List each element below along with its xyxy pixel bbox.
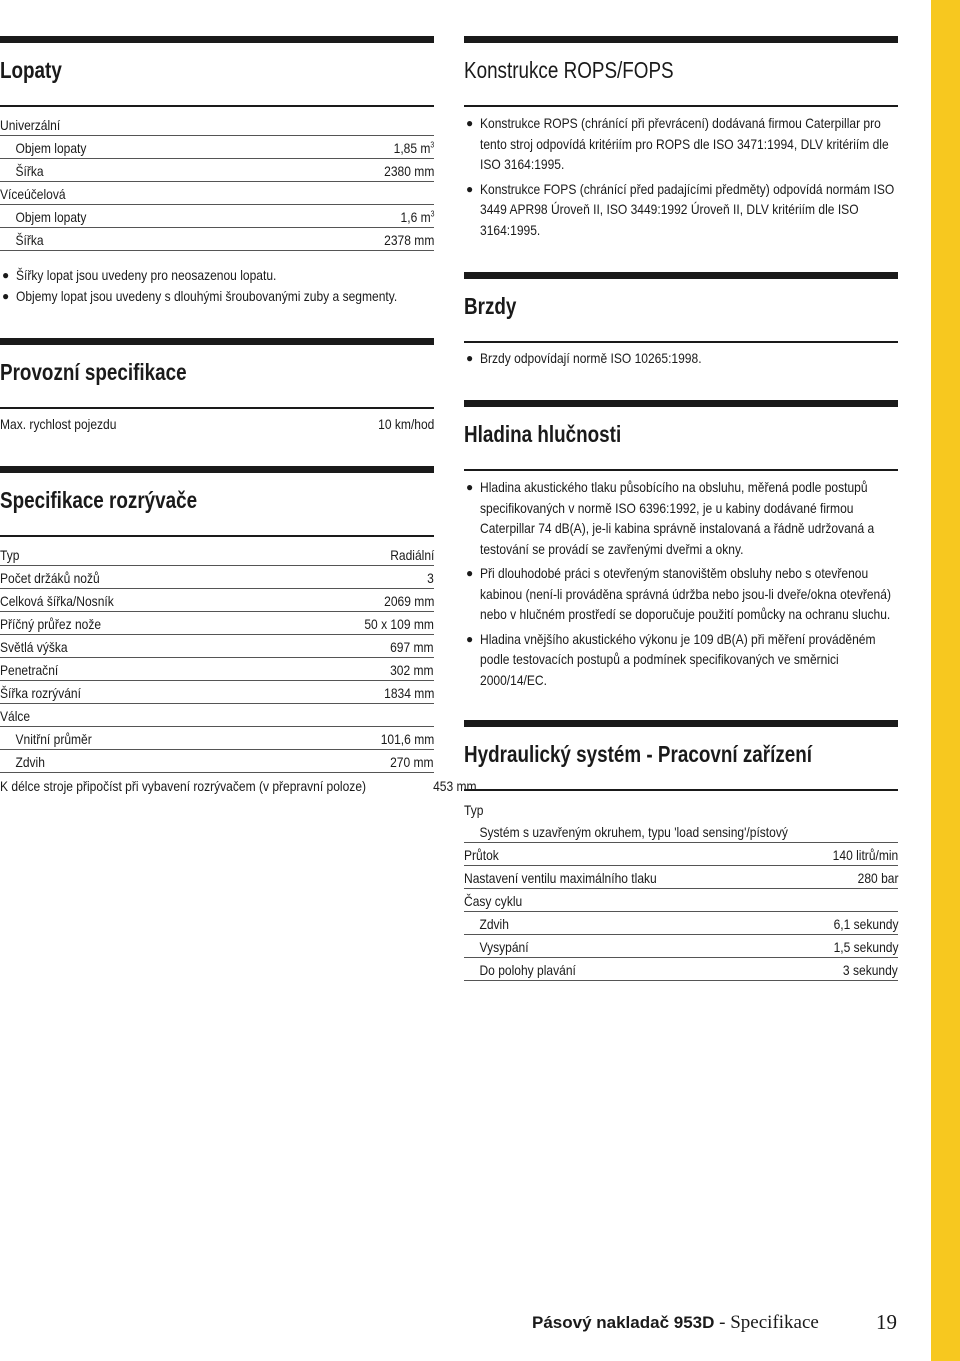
row-label: Válce xyxy=(0,708,31,724)
row-value: 1,5 sekundy xyxy=(833,939,898,955)
spec-row xyxy=(0,773,477,796)
row-label: Penetrační xyxy=(0,662,59,678)
bullet-icon: ● xyxy=(466,631,474,646)
row-label: Víceúčelová xyxy=(0,186,66,202)
spec-row xyxy=(0,543,434,566)
title-box xyxy=(0,43,434,93)
spec-row xyxy=(464,889,898,912)
spec-row xyxy=(464,866,898,889)
lopaty-notes xyxy=(0,265,434,306)
list-text: Hladina akustického tlaku působícího na obsluhu, měřená podle postupů specifikovaných v normě ISO 6396:1992, je u kabiny dodávané firmou Caterpillar 74 dB(A), je-li kabina správně instalovaná a řádně udržovaná a testování se provádí se zavřenými dveřmi a okny. xyxy=(480,479,875,557)
page-number: 19 xyxy=(876,1310,897,1334)
spec-row xyxy=(0,658,434,681)
row-value: 1834 mm xyxy=(383,685,434,701)
row-label: Světlá výška xyxy=(0,639,68,655)
row-value: 2378 mm xyxy=(383,232,434,248)
row-label: Objem lopaty xyxy=(15,140,87,156)
list-text: Konstrukce FOPS (chránící před padajícími předměty) odpovídá normám ISO 3449 APR98 Úroveň II, ISO 3449:1992 Úroveň II, DLV kritériím dle ISO 3164:1995. xyxy=(480,180,895,238)
value-text: 1,6 m xyxy=(400,209,431,225)
title-box xyxy=(0,473,434,523)
spec-row xyxy=(464,797,898,820)
section-title: Brzdy xyxy=(464,293,517,319)
row-label: Šířka rozrývání xyxy=(0,685,81,701)
section-top-rule xyxy=(0,338,434,345)
section-rozryvac xyxy=(0,466,477,796)
row-value: 453 mm xyxy=(432,778,477,794)
row-label: Zdvih xyxy=(15,754,45,770)
title-box xyxy=(0,345,434,395)
row-value xyxy=(393,140,434,156)
row-value: 140 litrů/min xyxy=(832,847,898,863)
list-item xyxy=(464,477,898,559)
spec-row xyxy=(0,228,434,251)
spec-row xyxy=(464,843,898,866)
hydraulika-rows xyxy=(464,791,898,981)
rops-bullets xyxy=(464,113,898,240)
row-label: Časy cyklu xyxy=(464,893,523,909)
spec-row xyxy=(0,635,434,658)
row-label: Do polohy plavání xyxy=(479,962,576,978)
section-top-rule xyxy=(464,36,898,43)
superscript: 3 xyxy=(430,140,434,150)
row-label: Příčný průřez nože xyxy=(0,616,102,632)
title-rule xyxy=(0,407,434,409)
row-label: Vnitřní průměr xyxy=(15,731,92,747)
spec-row xyxy=(0,113,434,136)
list-item xyxy=(464,113,898,175)
section-top-rule xyxy=(0,466,434,473)
spec-row xyxy=(0,136,434,159)
section-hluk xyxy=(464,400,898,690)
list-item xyxy=(0,286,434,307)
spec-row xyxy=(0,205,434,228)
row-label: Nastavení ventilu maximálního tlaku xyxy=(464,870,657,886)
row-label: Celková šířka/Nosník xyxy=(0,593,114,609)
list-item xyxy=(464,348,898,369)
section-provozni xyxy=(0,338,434,434)
title-box xyxy=(464,407,898,457)
list-text: Konstrukce ROPS (chránící při převrácení) dodávaná firmou Caterpillar pro tento stroj odpovídá kritériím pro ROPS dle ISO 3471:1994, DLV kritériím dle ISO 3164:1995. xyxy=(480,115,889,172)
section-title: Hydraulický systém - Pracovní zařízení xyxy=(464,741,813,767)
list-item xyxy=(464,629,898,691)
row-value: 2069 mm xyxy=(383,593,434,609)
section-top-rule xyxy=(464,400,898,407)
title-rule xyxy=(464,341,898,343)
row-value: 302 mm xyxy=(390,662,434,678)
spec-row xyxy=(0,681,434,704)
row-label: Počet držáků nožů xyxy=(0,570,100,586)
section-lopaty xyxy=(0,36,434,306)
spec-row xyxy=(0,589,434,612)
section-rops xyxy=(464,36,898,240)
list-text: Šířky lopat jsou uvedeny pro neosazenou lopatu. xyxy=(16,267,277,283)
hluk-bullets xyxy=(464,477,898,690)
row-label: Max. rychlost pojezdu xyxy=(0,416,117,432)
row-value: 6,1 sekundy xyxy=(833,916,898,932)
spec-row xyxy=(0,750,434,773)
list-text: Při dlouhodobé práci s otevřeným stanovištěm obsluhy nebo s otevřenou kabinou (není-li prováděna správná údržba nebo jsou-li dveře/okna otevřená) nebo v hlučném prostředí se doporučuje použití pomůcky na ochranu sluchu. xyxy=(480,565,891,622)
spec-row xyxy=(0,612,434,635)
bullet-icon: ● xyxy=(466,566,474,580)
spec-row xyxy=(0,566,434,589)
bullet-icon: ● xyxy=(2,288,10,303)
list-item xyxy=(464,179,898,241)
list-text: Brzdy odpovídají normě ISO 10265:1998. xyxy=(480,350,702,366)
section-title: Provozní specifikace xyxy=(0,359,187,385)
section-top-rule xyxy=(464,720,898,727)
spec-row xyxy=(464,820,898,843)
list-item xyxy=(0,265,434,286)
row-label: Typ xyxy=(464,802,484,818)
row-value: 3 sekundy xyxy=(843,962,898,978)
row-value: 280 bar xyxy=(857,870,898,886)
spec-row xyxy=(464,935,898,958)
spec-row xyxy=(0,727,434,750)
bullet-icon: ● xyxy=(466,116,474,130)
accent-stripe xyxy=(931,0,960,1361)
row-label: Systém s uzavřeným okruhem, typu 'load sensing'/pístový xyxy=(479,824,788,840)
title-box xyxy=(464,279,898,329)
section-top-rule xyxy=(0,36,434,43)
spec-row xyxy=(464,912,898,935)
spec-row xyxy=(0,704,434,727)
row-value: 2380 mm xyxy=(383,163,434,179)
footer-title xyxy=(532,1312,819,1334)
value-text: 1,85 m xyxy=(393,140,431,156)
brzdy-bullets xyxy=(464,348,898,369)
section-title: Hladina hlučnosti xyxy=(464,421,622,447)
section-brzdy xyxy=(464,272,898,369)
section-title: Konstrukce ROPS/FOPS xyxy=(464,57,674,83)
bullet-icon: ● xyxy=(466,480,474,494)
superscript: 3 xyxy=(430,209,434,219)
lopaty-rows xyxy=(0,107,434,251)
rozryvac-rows xyxy=(0,537,477,796)
row-value: 3 xyxy=(427,570,434,586)
bullet-icon: ● xyxy=(466,351,474,365)
row-label: Šířka xyxy=(15,163,44,179)
row-label: Vysypání xyxy=(479,939,529,955)
footer-title-rest: - Specifikace xyxy=(714,1312,819,1333)
title-rule xyxy=(464,469,898,471)
title-box xyxy=(464,43,898,93)
row-label: Průtok xyxy=(464,847,499,863)
row-value xyxy=(400,209,434,225)
spec-row xyxy=(0,182,434,205)
section-top-rule xyxy=(464,272,898,279)
list-item xyxy=(464,563,898,625)
row-value: 101,6 mm xyxy=(380,731,434,747)
row-label: Šířka xyxy=(15,232,44,248)
row-value: 50 x 109 mm xyxy=(364,616,434,632)
row-label: Univerzální xyxy=(0,117,61,133)
section-title: Specifikace rozrývače xyxy=(0,487,198,513)
list-text: Objemy lopat jsou uvedeny s dlouhými šroubovanými zuby a segmenty. xyxy=(16,287,398,304)
page-footer xyxy=(532,1306,902,1336)
row-value: 10 km/hod xyxy=(377,416,434,432)
row-label: Zdvih xyxy=(479,916,509,932)
list-text: Hladina vnějšího akustického výkonu je 109 dB(A) při měření prováděném podle testovacích postupů a podmínek specifikovaných ve směrnici 2000/14/EC. xyxy=(480,630,876,688)
spec-row xyxy=(0,411,434,434)
title-box xyxy=(464,727,898,777)
row-label: K délce stroje připočíst při vybavení rozrývačem (v přepravní poloze) xyxy=(0,778,367,794)
spec-row xyxy=(0,159,434,182)
row-label: Objem lopaty xyxy=(15,209,87,225)
footer-title-bold: Pásový nakladač 953D xyxy=(532,1313,715,1332)
row-value: Radiální xyxy=(389,547,434,563)
left-column xyxy=(0,36,477,794)
spec-row xyxy=(464,958,898,981)
row-label: Typ xyxy=(0,547,20,563)
row-value: 270 mm xyxy=(390,754,434,770)
bullet-icon: ● xyxy=(466,181,474,196)
section-title: Lopaty xyxy=(0,57,62,83)
row-value: 697 mm xyxy=(390,639,434,655)
title-rule xyxy=(464,105,898,107)
section-hydraulika xyxy=(464,720,898,981)
bullet-icon: ● xyxy=(2,268,10,282)
